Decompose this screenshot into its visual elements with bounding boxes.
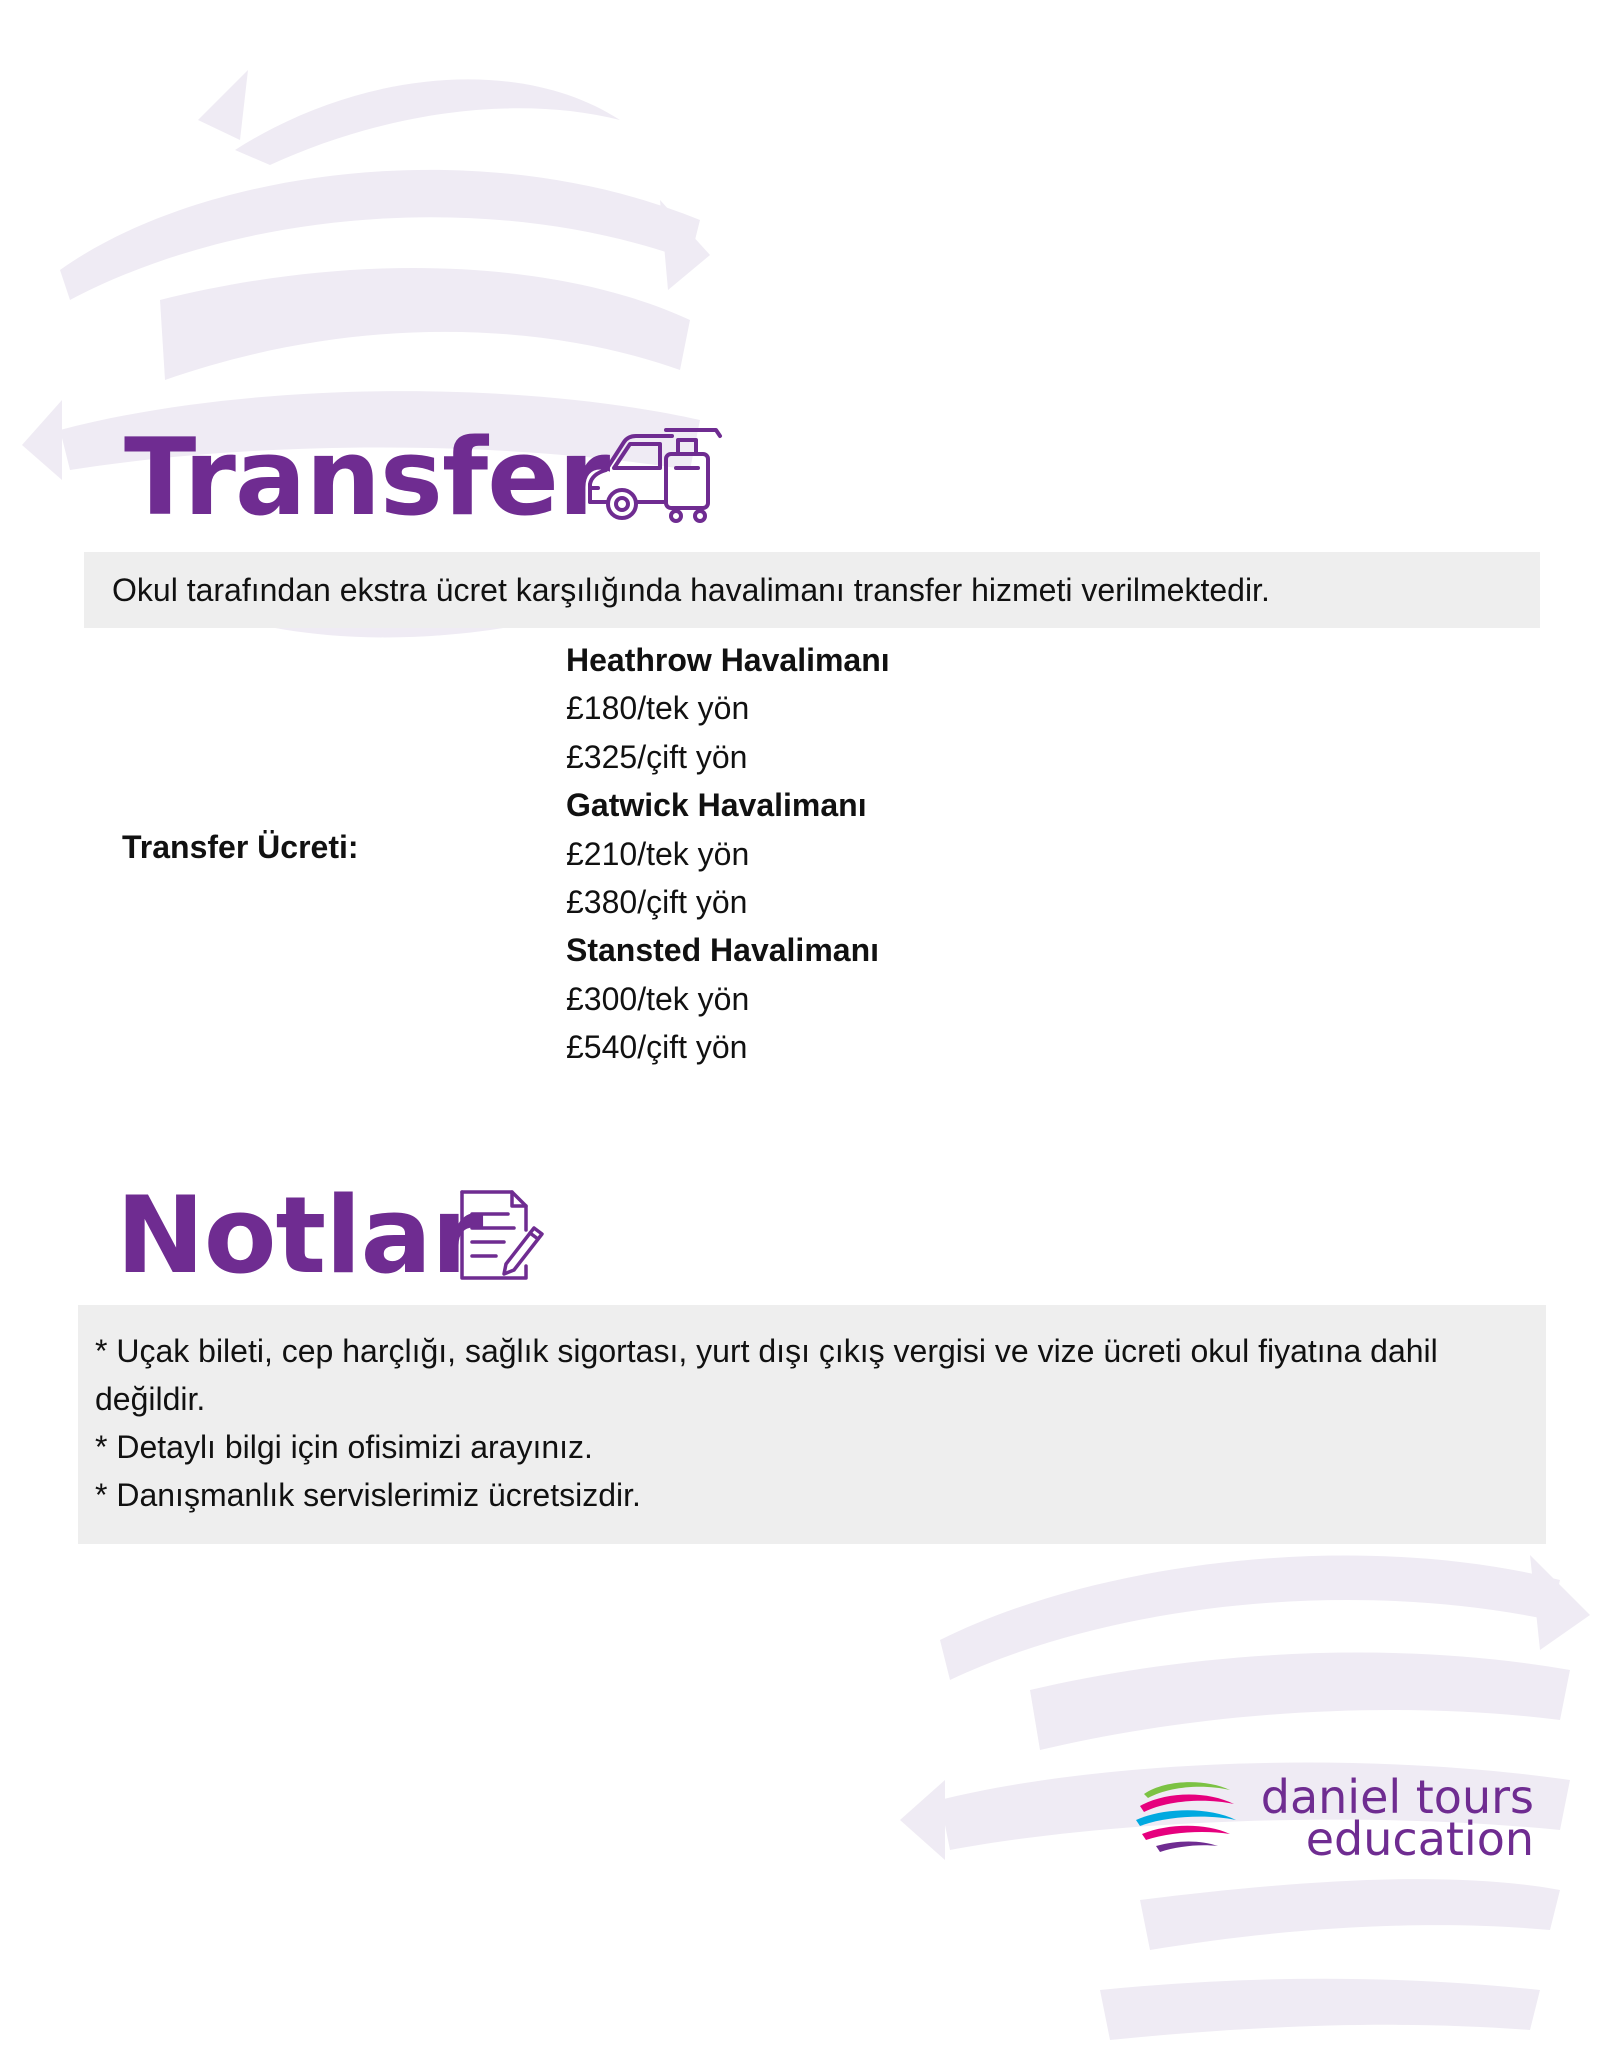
transfer-intro-panel bbox=[84, 552, 1540, 628]
one-way-price: £210/tek yön bbox=[566, 835, 750, 872]
notes-panel bbox=[78, 1305, 1546, 1544]
document-pen-icon bbox=[458, 1188, 546, 1282]
airport-name: Heathrow Havalimanı bbox=[566, 642, 890, 678]
round-trip-price: £540/çift yön bbox=[566, 1029, 748, 1066]
one-way-price: £180/tek yön bbox=[566, 690, 750, 727]
airport-name: Gatwick Havalimanı bbox=[566, 787, 867, 824]
round-trip-price: £325/çift yön bbox=[566, 738, 748, 775]
logo-swoosh-icon bbox=[1134, 1776, 1238, 1858]
car-luggage-icon bbox=[584, 428, 726, 526]
airport-name: Stansted Havalimanı bbox=[566, 932, 879, 969]
round-trip-price: £380/çift yön bbox=[566, 883, 748, 920]
logo-text-line1: daniel tours bbox=[1260, 1770, 1534, 1824]
note-item: * Detaylı bilgi için ofisimizi arayınız. bbox=[95, 1429, 593, 1465]
transfer-intro-text: Okul tarafından ekstra ücret karşılığında havalimanı transfer hizmeti verilmektedir. bbox=[112, 572, 1270, 608]
note-item: * Danışmanlık servislerimiz ücretsizdir. bbox=[95, 1477, 641, 1513]
logo-text-line2: education bbox=[1305, 1812, 1534, 1866]
notes-list bbox=[95, 1327, 1525, 1519]
transfer-heading: Transfer bbox=[124, 416, 610, 539]
transfer-fee-list bbox=[566, 636, 890, 1072]
note-item: * Uçak bileti, cep harçlığı, sağlık sigortası, yurt dışı çıkış vergisi ve vize ücreti okul fiyatına dahil değildir. bbox=[95, 1333, 1438, 1417]
notes-heading: Notlar bbox=[116, 1174, 483, 1297]
daniel-tours-logo bbox=[1134, 1770, 1534, 1890]
one-way-price: £300/tek yön bbox=[566, 980, 750, 1017]
transfer-fee-label: Transfer Ücreti: bbox=[122, 829, 359, 865]
